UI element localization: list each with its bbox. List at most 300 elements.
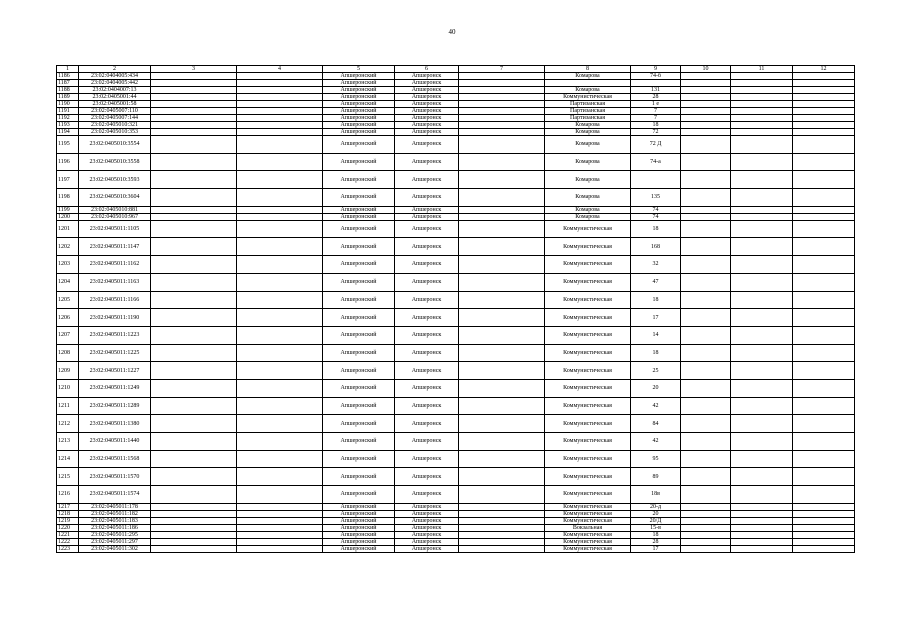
table-cell: 23:02:0405010:3593	[79, 171, 151, 189]
table-cell: Апшеронский	[323, 136, 395, 154]
column-header: 10	[681, 66, 731, 73]
table-cell: Апшеронский	[323, 531, 395, 538]
table-cell: Коммунистическая	[545, 291, 631, 309]
table-cell: Апшеронский	[323, 309, 395, 327]
table-cell	[793, 189, 855, 207]
table-cell: 23:02:0405011:1570	[79, 468, 151, 486]
table-cell	[459, 415, 545, 433]
table-cell: 1192	[57, 115, 79, 122]
table-cell	[731, 122, 793, 129]
page-number: 40	[448, 28, 456, 36]
table-cell: Апшеронский	[323, 220, 395, 238]
table-cell	[681, 433, 731, 451]
table-cell	[681, 531, 731, 538]
table-cell	[731, 213, 793, 220]
table-row	[57, 397, 855, 415]
table-cell: Апшеронский	[323, 213, 395, 220]
table-cell: 89	[631, 468, 681, 486]
table-cell	[459, 206, 545, 213]
table-cell	[151, 503, 237, 510]
table-cell	[459, 115, 545, 122]
table-cell	[793, 545, 855, 552]
table-cell: 23:02:0405010:967	[79, 213, 151, 220]
table-cell: 23:02:0405011:1249	[79, 379, 151, 397]
table-cell	[459, 136, 545, 154]
table-cell	[681, 486, 731, 504]
table-cell: 18	[631, 122, 681, 129]
column-header: 6	[395, 66, 459, 73]
table-cell	[793, 171, 855, 189]
table-cell: 95	[631, 450, 681, 468]
table-cell	[731, 503, 793, 510]
table-cell: Апшеронский	[323, 379, 395, 397]
table-cell	[237, 115, 323, 122]
table-cell	[681, 122, 731, 129]
table-cell: Партизанская	[545, 101, 631, 108]
table-cell	[151, 433, 237, 451]
table-cell: Апшеронский	[323, 326, 395, 344]
table-cell	[681, 136, 731, 154]
table-cell: 23:02:0405011:1166	[79, 291, 151, 309]
table-cell	[237, 136, 323, 154]
table-cell: 23:02:0405011:1227	[79, 362, 151, 380]
table-cell	[459, 291, 545, 309]
table-cell	[793, 73, 855, 80]
table-cell	[793, 415, 855, 433]
table-cell: 1222	[57, 538, 79, 545]
table-cell	[793, 344, 855, 362]
table-cell: 1213	[57, 433, 79, 451]
table-cell	[151, 362, 237, 380]
table-cell: 7	[631, 115, 681, 122]
table-cell	[459, 108, 545, 115]
table-cell: Коммунистическая	[545, 450, 631, 468]
table-row	[57, 344, 855, 362]
table-cell	[151, 531, 237, 538]
table-cell	[237, 510, 323, 517]
table-cell: 1207	[57, 326, 79, 344]
table-cell	[681, 73, 731, 80]
table-cell	[459, 87, 545, 94]
table-cell	[681, 326, 731, 344]
table-cell: Апшеронск	[395, 517, 459, 524]
table-cell: 23:02:0405011:182	[79, 510, 151, 517]
table-cell: 23:02:0405010:3554	[79, 136, 151, 154]
table-cell	[459, 256, 545, 274]
table-cell: 1201	[57, 220, 79, 238]
table-cell: 1223	[57, 545, 79, 552]
table-cell	[151, 256, 237, 274]
table-cell	[681, 238, 731, 256]
table-cell: Апшеронск	[395, 433, 459, 451]
table-cell: Партизанская	[545, 108, 631, 115]
table-cell	[237, 108, 323, 115]
table-cell: Апшеронск	[395, 129, 459, 136]
table-cell: Апшеронск	[395, 524, 459, 531]
table-row	[57, 415, 855, 433]
table-cell	[459, 101, 545, 108]
table-cell	[793, 433, 855, 451]
table-cell: 1193	[57, 122, 79, 129]
table-cell	[793, 129, 855, 136]
table-cell: Комарова	[545, 136, 631, 154]
table-cell	[731, 397, 793, 415]
table-cell	[237, 87, 323, 94]
table-cell: 20	[631, 379, 681, 397]
table-cell: Апшеронск	[395, 136, 459, 154]
table-cell	[731, 115, 793, 122]
table-cell	[459, 129, 545, 136]
table-cell	[731, 238, 793, 256]
table-cell	[459, 238, 545, 256]
table-cell	[151, 545, 237, 552]
table-cell	[731, 538, 793, 545]
table-cell	[793, 136, 855, 154]
table-cell	[459, 531, 545, 538]
table-cell: 23:02:0405010:353	[79, 129, 151, 136]
table-cell: 1210	[57, 379, 79, 397]
table-cell	[151, 309, 237, 327]
table-cell	[731, 256, 793, 274]
table-cell	[793, 101, 855, 108]
table-cell: 18	[631, 291, 681, 309]
table-cell: 1195	[57, 136, 79, 154]
table-cell: 18	[631, 531, 681, 538]
table-cell	[681, 545, 731, 552]
table-cell	[681, 415, 731, 433]
table-cell: Коммунистическая	[545, 510, 631, 517]
table-cell	[731, 94, 793, 101]
table-cell: 1198	[57, 189, 79, 207]
table-cell: Коммунистическая	[545, 517, 631, 524]
table-cell: Апшеронск	[395, 344, 459, 362]
table-cell: 23:02:0405011:1223	[79, 326, 151, 344]
table-cell: 23:02:0405011:1380	[79, 415, 151, 433]
table-cell	[793, 486, 855, 504]
table-cell: Вокзальная	[545, 524, 631, 531]
table-cell	[151, 122, 237, 129]
table-cell	[151, 87, 237, 94]
table-cell: Комарова	[545, 171, 631, 189]
table-cell: Апшеронский	[323, 94, 395, 101]
table-cell: Апшеронск	[395, 326, 459, 344]
table-cell: 25	[631, 362, 681, 380]
table-row	[57, 189, 855, 207]
table-cell	[237, 273, 323, 291]
table-cell	[237, 486, 323, 504]
table-cell: Коммунистическая	[545, 273, 631, 291]
table-row	[57, 538, 855, 545]
table-cell: 23:02:0405007:144	[79, 115, 151, 122]
table-cell: Коммунистическая	[545, 531, 631, 538]
table-cell: Апшеронск	[395, 309, 459, 327]
table-cell	[681, 153, 731, 171]
table-cell: 1205	[57, 291, 79, 309]
table-cell	[459, 94, 545, 101]
table-cell	[793, 220, 855, 238]
table-cell	[237, 517, 323, 524]
table-cell	[151, 206, 237, 213]
table-cell: 1219	[57, 517, 79, 524]
table-cell	[237, 531, 323, 538]
table-cell: Партизанская	[545, 115, 631, 122]
table-row	[57, 80, 855, 87]
table-row	[57, 486, 855, 504]
table-cell: 23:02:0405011:302	[79, 545, 151, 552]
table-cell: Апшеронский	[323, 291, 395, 309]
table-row	[57, 256, 855, 274]
table-cell	[459, 545, 545, 552]
table-cell: 23:02:0405011:297	[79, 538, 151, 545]
table-cell: 23:02:0405011:186	[79, 524, 151, 531]
table-cell	[459, 73, 545, 80]
table-cell: 23:02:0405011:1190	[79, 309, 151, 327]
table-cell: 23:02:0404005:434	[79, 73, 151, 80]
table-cell	[151, 379, 237, 397]
table-cell: Апшеронский	[323, 238, 395, 256]
table-cell	[237, 153, 323, 171]
table-cell	[151, 136, 237, 154]
table-cell	[793, 273, 855, 291]
table-cell	[237, 122, 323, 129]
table-cell	[681, 220, 731, 238]
table-cell: Коммунистическая	[545, 379, 631, 397]
registry-table	[56, 65, 855, 553]
table-cell	[681, 87, 731, 94]
table-cell	[151, 171, 237, 189]
table-cell	[459, 468, 545, 486]
table-cell	[459, 153, 545, 171]
table-cell	[793, 397, 855, 415]
table-cell	[731, 510, 793, 517]
table-cell	[793, 108, 855, 115]
table-cell	[793, 468, 855, 486]
table-cell	[681, 309, 731, 327]
table-cell: 1203	[57, 256, 79, 274]
table-cell	[681, 256, 731, 274]
table-cell	[793, 517, 855, 524]
table-cell	[237, 397, 323, 415]
table-cell	[237, 220, 323, 238]
table-cell: 168	[631, 238, 681, 256]
table-cell: 7	[631, 108, 681, 115]
column-header: 7	[459, 66, 545, 73]
table-cell	[151, 94, 237, 101]
table-cell: 17	[631, 545, 681, 552]
table-cell: 23:02:0405010:321	[79, 122, 151, 129]
table-cell: Апшеронский	[323, 129, 395, 136]
table-row	[57, 510, 855, 517]
table-cell: 1196	[57, 153, 79, 171]
table-cell	[793, 94, 855, 101]
column-header: 4	[237, 66, 323, 73]
table-cell: 1187	[57, 80, 79, 87]
table-cell	[151, 326, 237, 344]
table-cell	[151, 524, 237, 531]
table-cell: 74-а	[631, 153, 681, 171]
table-cell: 1188	[57, 87, 79, 94]
table-cell	[731, 309, 793, 327]
table-cell: 18в	[631, 486, 681, 504]
table-cell	[681, 397, 731, 415]
table-cell: 74	[631, 206, 681, 213]
table-cell	[731, 206, 793, 213]
table-cell: 20-д	[631, 503, 681, 510]
table-cell: Коммунистическая	[545, 397, 631, 415]
table-cell	[459, 503, 545, 510]
table-cell	[151, 80, 237, 87]
table-cell: 23:02:0405001:58	[79, 101, 151, 108]
table-cell	[151, 510, 237, 517]
table-row	[57, 450, 855, 468]
table-cell	[237, 503, 323, 510]
table-row	[57, 108, 855, 115]
table-cell	[681, 213, 731, 220]
table-cell: 18	[631, 344, 681, 362]
table-cell: Апшеронск	[395, 171, 459, 189]
table-cell	[681, 94, 731, 101]
column-header: 1	[57, 66, 79, 73]
table-cell: Коммунистическая	[545, 433, 631, 451]
table-cell: Коммунистическая	[545, 309, 631, 327]
table-row	[57, 517, 855, 524]
table-cell	[237, 468, 323, 486]
table-cell	[237, 309, 323, 327]
table-cell: 1206	[57, 309, 79, 327]
table-row	[57, 73, 855, 80]
table-cell: Апшеронск	[395, 108, 459, 115]
table-cell: Апшеронск	[395, 362, 459, 380]
table-row	[57, 101, 855, 108]
table-cell: Апшеронский	[323, 538, 395, 545]
table-cell	[151, 238, 237, 256]
table-cell	[793, 531, 855, 538]
table-cell	[681, 362, 731, 380]
table-cell: 131	[631, 87, 681, 94]
table-cell: Апшеронский	[323, 524, 395, 531]
table-cell	[459, 80, 545, 87]
table-cell	[151, 129, 237, 136]
column-header: 2	[79, 66, 151, 73]
table-cell	[631, 171, 681, 189]
table-cell	[459, 524, 545, 531]
table-cell	[151, 517, 237, 524]
table-cell: Апшеронск	[395, 545, 459, 552]
table-cell: Апшеронский	[323, 450, 395, 468]
table-header-row	[57, 66, 855, 73]
table-cell: Апшеронский	[323, 87, 395, 94]
table-cell	[731, 80, 793, 87]
table-cell	[151, 153, 237, 171]
table-cell: Апшеронск	[395, 450, 459, 468]
table-cell: Апшеронский	[323, 545, 395, 552]
table-cell	[731, 326, 793, 344]
table-cell	[151, 486, 237, 504]
table-cell: Апшеронск	[395, 291, 459, 309]
table-cell: Апшеронский	[323, 122, 395, 129]
table-cell	[731, 153, 793, 171]
table-row	[57, 136, 855, 154]
table-cell	[151, 108, 237, 115]
table-row	[57, 122, 855, 129]
column-header: 11	[731, 66, 793, 73]
table-cell	[681, 344, 731, 362]
table-row	[57, 503, 855, 510]
table-cell: 1199	[57, 206, 79, 213]
table-row	[57, 468, 855, 486]
table-cell	[681, 115, 731, 122]
table-cell: 15-в	[631, 524, 681, 531]
table-row	[57, 171, 855, 189]
table-cell	[681, 379, 731, 397]
table-row	[57, 531, 855, 538]
table-cell: 14	[631, 326, 681, 344]
table-cell: Апшеронск	[395, 531, 459, 538]
table-cell	[151, 397, 237, 415]
table-cell: Коммунистическая	[545, 94, 631, 101]
table-cell: 23:02:0405011:183	[79, 517, 151, 524]
table-cell	[731, 524, 793, 531]
table-cell	[793, 256, 855, 274]
table-cell: Коммунистическая	[545, 220, 631, 238]
table-row	[57, 129, 855, 136]
table-cell: Комарова	[545, 153, 631, 171]
table-cell	[237, 415, 323, 433]
table-cell: 1189	[57, 94, 79, 101]
table-cell: 72 Д	[631, 136, 681, 154]
table-cell	[151, 344, 237, 362]
table-cell	[793, 326, 855, 344]
table-cell	[237, 344, 323, 362]
table-cell	[459, 433, 545, 451]
table-cell: Апшеронский	[323, 344, 395, 362]
table-cell: 1194	[57, 129, 79, 136]
table-cell	[731, 291, 793, 309]
table-cell: 1200	[57, 213, 79, 220]
table-cell: 47	[631, 273, 681, 291]
table-cell	[681, 129, 731, 136]
table-cell: 1202	[57, 238, 79, 256]
table-cell	[151, 220, 237, 238]
column-header: 12	[793, 66, 855, 73]
table-cell: Комарова	[545, 206, 631, 213]
table-cell	[731, 220, 793, 238]
table-cell	[793, 291, 855, 309]
table-cell: Апшеронский	[323, 503, 395, 510]
table-cell: 20	[631, 510, 681, 517]
table-cell: 17	[631, 309, 681, 327]
table-cell	[545, 80, 631, 87]
table-cell	[681, 80, 731, 87]
table-cell: 1214	[57, 450, 79, 468]
table-row	[57, 87, 855, 94]
table-cell: Апшеронский	[323, 115, 395, 122]
table-cell: Коммунистическая	[545, 326, 631, 344]
table-cell	[151, 538, 237, 545]
table-cell: 23:02:0404007:13	[79, 87, 151, 94]
table-cell	[731, 136, 793, 154]
table-cell: Комарова	[545, 189, 631, 207]
table-cell	[151, 291, 237, 309]
table-cell: Апшеронский	[323, 517, 395, 524]
table-cell: Апшеронск	[395, 379, 459, 397]
table-cell: Апшеронск	[395, 206, 459, 213]
table-cell: 23:02:0405011:178	[79, 503, 151, 510]
table-cell	[731, 450, 793, 468]
table-cell: 23:02:0405010:3604	[79, 189, 151, 207]
table-cell: 42	[631, 433, 681, 451]
table-cell	[237, 379, 323, 397]
